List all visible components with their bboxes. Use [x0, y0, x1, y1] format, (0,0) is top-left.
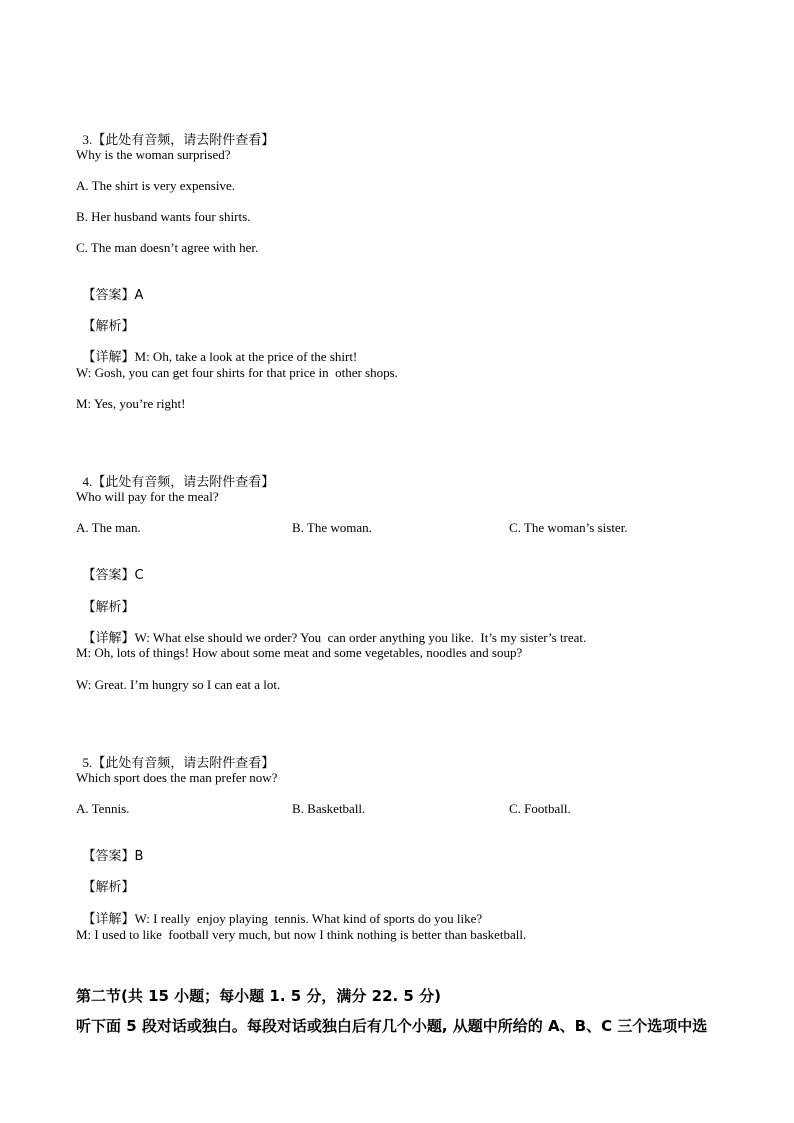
- q3-answer: [76, 271, 143, 304]
- q5-question: Which sport does the man prefer now?: [76, 770, 278, 785]
- q5-heading: [76, 739, 274, 772]
- q3-option-b: B. Her husband wants four shirts.: [76, 209, 251, 224]
- q4-transcript-line: W: What else should we order? You can order anything you like. It’s my sister’s treat.: [134, 630, 587, 645]
- section-2-title: 第二节(共 15 小题；每小题 1. 5 分，满分 22. 5 分): [76, 987, 441, 1005]
- answer-label: 【答案】: [82, 568, 135, 583]
- q5-number: 5.: [82, 755, 93, 770]
- q4-answer: [76, 551, 144, 584]
- q3-option-c: C. The man doesn’t agree with her.: [76, 240, 259, 255]
- answer-label: 【答案】: [82, 288, 135, 303]
- q5-option-c: C. Football.: [509, 801, 571, 816]
- q5-transcript-1: [76, 895, 482, 928]
- q4-transcript-3: W: Great. I’m hungry so I can eat a lot.: [76, 677, 281, 692]
- q5-answer: [76, 832, 143, 865]
- q3-transcript-3: M: Yes, you’re right!: [76, 396, 186, 411]
- q3-transcript-2: W: Gosh, you can get four shirts for that price in other shops.: [76, 365, 398, 380]
- q5-transcript-2: M: I used to like football very much, but now I think nothing is better than basketball.: [76, 927, 527, 942]
- q3-heading: [76, 116, 274, 149]
- q5-option-a: A. Tennis.: [76, 801, 130, 816]
- q3-option-a: A. The shirt is very expensive.: [76, 178, 235, 193]
- q3-audio-note[interactable]: 【此处有音频，请去附件查看】: [92, 133, 275, 148]
- q5-answer-value: B: [134, 849, 144, 864]
- detail-label: 【详解】: [82, 350, 135, 365]
- q4-option-b: B. The woman.: [292, 520, 372, 535]
- q4-number: 4.: [82, 474, 93, 489]
- detail-label: 【详解】: [82, 631, 135, 646]
- q4-audio-note[interactable]: 【此处有音频，请去附件查看】: [92, 475, 275, 490]
- analysis-label: 【解析】: [82, 880, 135, 895]
- q4-answer-value: C: [134, 568, 144, 583]
- q4-question: Who will pay for the meal?: [76, 489, 219, 504]
- q4-transcript-2: M: Oh, lots of things! How about some meat and some vegetables, noodles and soup?: [76, 645, 523, 660]
- answer-label: 【答案】: [82, 849, 135, 864]
- q5-option-b: B. Basketball.: [292, 801, 366, 816]
- q3-answer-value: A: [134, 288, 144, 303]
- section-2-instruction: 听下面 5 段对话或独白。每段对话或独白后有几个小题, 从题中所给的 A、B、C 三个选项中选: [76, 1017, 708, 1035]
- analysis-label: 【解析】: [82, 600, 135, 615]
- q4-heading: [76, 458, 274, 491]
- q4-analysis: [76, 583, 135, 616]
- q4-option-c: C. The woman’s sister.: [509, 520, 628, 535]
- q4-transcript-1: [76, 614, 586, 647]
- q3-number: 3.: [82, 132, 93, 147]
- q3-transcript-1: [76, 333, 357, 366]
- q3-question: Why is the woman surprised?: [76, 147, 231, 162]
- detail-label: 【详解】: [82, 912, 135, 927]
- q5-analysis: [76, 863, 135, 896]
- q4-option-a: A. The man.: [76, 520, 141, 535]
- q5-audio-note[interactable]: 【此处有音频，请去附件查看】: [92, 756, 275, 771]
- q3-transcript-line: M: Oh, take a look at the price of the shirt!: [134, 349, 358, 364]
- q5-transcript-line: W: I really enjoy playing tennis. What kind of sports do you like?: [134, 911, 483, 926]
- analysis-label: 【解析】: [82, 319, 135, 334]
- q3-analysis: [76, 302, 135, 335]
